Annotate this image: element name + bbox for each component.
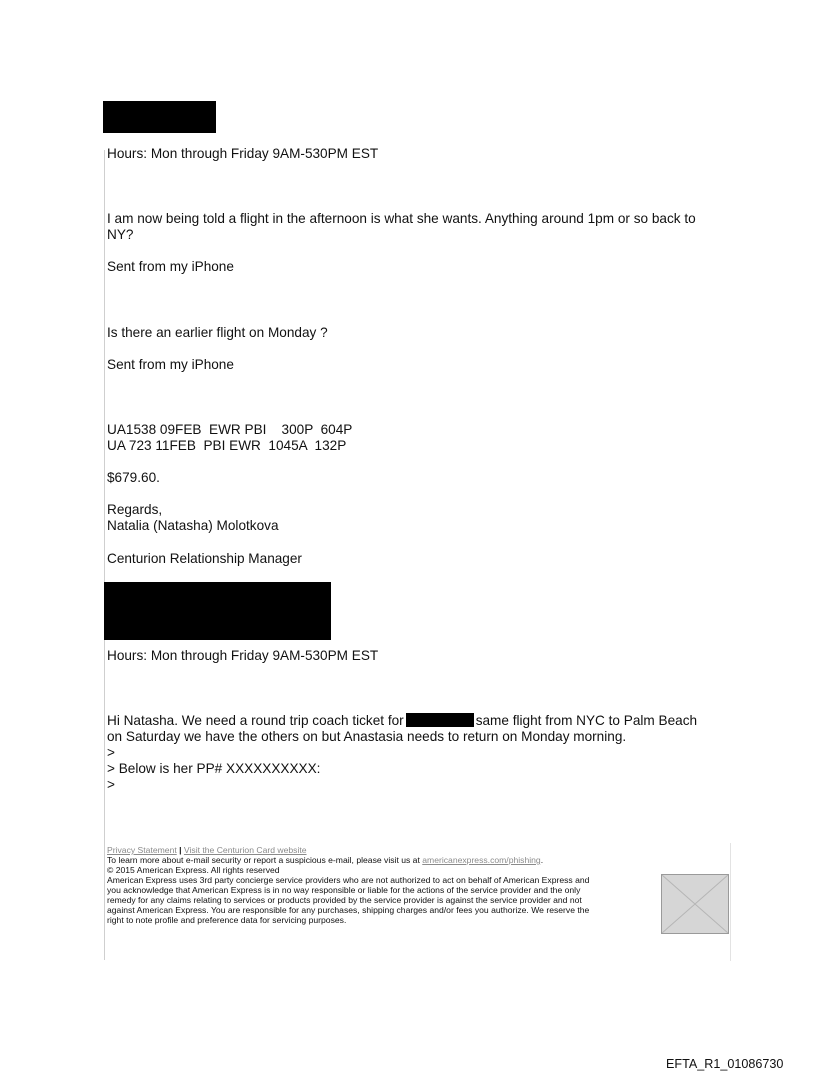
message-text: Is there an earlier flight on Monday ?	[107, 325, 328, 340]
passport-line: > Below is her PP# XXXXXXXXXX:	[107, 761, 321, 776]
hours-line: Hours: Mon through Friday 9AM-530PM EST	[107, 146, 379, 161]
flight-line: UA 723 11FEB PBI EWR 1045A 132P	[107, 438, 347, 453]
email-footer	[107, 845, 657, 925]
disclaimer-line: American Express uses 3rd party concierge service providers who are not authorized to act on behalf of American Express and	[107, 875, 590, 885]
phishing-link[interactable]: americanexpress.com/phishing	[422, 855, 541, 865]
message-text: I am now being told a flight in the afternoon is what she wants. Anything around 1pm or so back to	[107, 211, 696, 226]
disclaimer-line: right to note profile and preference data for servicing purposes.	[107, 915, 347, 925]
security-notice	[107, 855, 657, 865]
privacy-statement-link[interactable]: Privacy Statement	[107, 845, 177, 855]
footer-links	[107, 845, 657, 855]
visit-centurion-link[interactable]: Visit the Centurion Card website	[183, 845, 307, 855]
broken-image-icon	[662, 875, 728, 933]
disclaimer-line: against American Express. You are responsible for any purchases, shipping charges and/or fees you authorize. We reserve the	[107, 905, 590, 915]
price: $679.60.	[107, 470, 160, 485]
quote-marker: >	[107, 777, 115, 792]
message-text: on Saturday we have the others on but Anastasia needs to return on Monday morning.	[107, 729, 627, 744]
footer-border	[730, 843, 731, 961]
redaction-block	[104, 582, 331, 640]
quote-marker: >	[107, 745, 115, 760]
message-signature: Sent from my iPhone	[107, 357, 234, 372]
sender-name: Natalia (Natasha) Molotkova	[107, 518, 279, 533]
sender-title: Centurion Relationship Manager	[107, 551, 302, 566]
hours-line: Hours: Mon through Friday 9AM-530PM EST	[107, 648, 379, 663]
message-text-part: same flight from NYC to Palm Beach	[475, 713, 698, 728]
document-id: EFTA_R1_01086730	[666, 1057, 784, 1071]
message-text-part: Hi Natasha. We need a round trip coach ticket for	[107, 713, 404, 728]
security-text: To learn more about e-mail security or report a suspicious e-mail, please visit us at	[107, 855, 423, 865]
redaction-inline	[406, 713, 474, 727]
message-signature: Sent from my iPhone	[107, 259, 234, 274]
regards: Regards,	[107, 502, 163, 517]
flight-line: UA1538 09FEB EWR PBI 300P 604P	[107, 422, 353, 437]
quote-border	[104, 150, 105, 960]
broken-image-placeholder	[661, 874, 729, 934]
disclaimer-line: remedy for any claims relating to services or products provided by the service provider is against the service provider and not	[107, 895, 582, 905]
disclaimer-line: you acknowledge that American Express is in no way responsible or liable for the actions of the service provider and the only	[107, 885, 581, 895]
redaction-block	[103, 101, 216, 133]
security-suffix: .	[540, 855, 544, 865]
link-separator: |	[179, 845, 182, 855]
message-text	[107, 713, 697, 729]
copyright: © 2015 American Express. All rights reserved	[107, 865, 280, 875]
message-text: NY?	[107, 227, 134, 242]
